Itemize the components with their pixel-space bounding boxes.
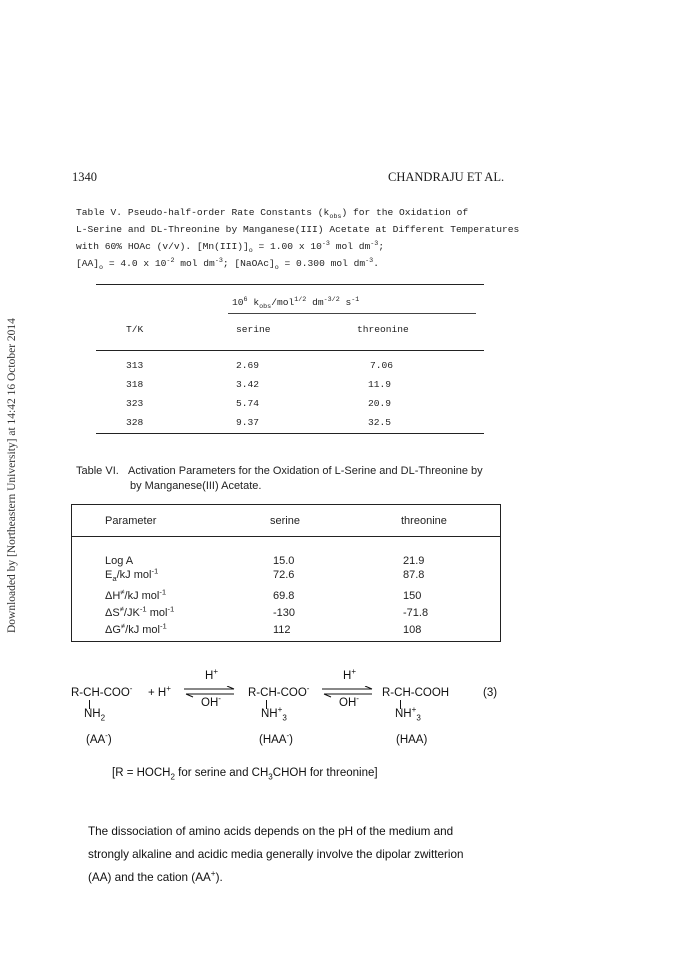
table6-cell-param: ΔH≠/kJ mol$^{-1}$ xyxy=(105,587,167,602)
amino-group-2: $NH^+_3$ xyxy=(261,705,287,723)
table5-cell-serine: 2.69 xyxy=(236,360,260,371)
table5-bottom-rule xyxy=(96,433,484,434)
table6-header-rule xyxy=(72,536,500,537)
table5-span-rule xyxy=(228,313,476,314)
species-aa: R-CH-COO- xyxy=(71,684,133,699)
equation-number: (3) xyxy=(483,687,498,699)
body-paragraph: The dissociation of amino acids depends on the pH of the medium and strongly alkaline and acidic media generally involve the dipolar zwitterion (AA) and the cation (AA+). xyxy=(88,825,464,884)
table5-cell-temp: 323 xyxy=(126,398,144,409)
label-haa-minus: (HAA-) xyxy=(259,731,294,746)
table6-cell-param: $\Delta S^\ne/JK^{-1}$ mol$^{-1}$ xyxy=(105,604,175,619)
species-haa-minus: R-CH-COO- xyxy=(248,684,310,699)
amino-group-1: $NH_2$ xyxy=(84,708,106,723)
label-haa: (HAA) xyxy=(396,734,428,746)
species-haa: R-CH-COOH xyxy=(382,687,450,699)
table6-cell-param: Log A xyxy=(105,555,134,567)
proton-plus: + H+ xyxy=(148,684,171,699)
table5-top-rule xyxy=(96,284,484,285)
table6-col-threonine: threonine xyxy=(401,515,447,527)
table5-cell-threonine: 7.06 xyxy=(370,360,394,371)
table5-cell-serine: 3.42 xyxy=(236,379,260,390)
table6-box xyxy=(71,504,501,642)
table6-cell-threonine: -71.8 xyxy=(403,607,429,619)
amino-group-3: $NH^+_3$ xyxy=(395,705,421,723)
table5-cell-serine: 9.37 xyxy=(236,417,260,428)
table5-cell-temp: 313 xyxy=(126,360,144,371)
table5-header-rule xyxy=(96,350,484,351)
table6-cell-serine: 69.8 xyxy=(273,590,295,602)
table5-col-threonine: threonine xyxy=(357,324,409,335)
download-watermark: Downloaded by [Northeastern University] at 14:42 16 October 2014 xyxy=(6,318,18,633)
table5-cell-threonine: 20.9 xyxy=(368,398,392,409)
table5-cell-threonine: 32.5 xyxy=(368,417,392,428)
table5-cell-temp: 318 xyxy=(126,379,144,390)
running-title: CHANDRAJU ET AL. xyxy=(388,170,505,184)
arrow2-top-label: H+ xyxy=(343,667,357,682)
table6-col-serine: serine xyxy=(270,515,300,527)
table6-cell-serine: 15.0 xyxy=(273,555,295,567)
table6-cell-serine: 112 xyxy=(273,624,291,636)
table6-cell-param: $E_a/kJ$ mol$^{-1}$ xyxy=(105,566,159,584)
arrow1-bottom-label: OH- xyxy=(201,694,221,709)
table6-col-parameter: Parameter xyxy=(105,515,157,527)
table5-unit-header: $10^6$ $k_{obs}/mol^{1/2}$ $dm^{-3/2}$ $s^{-1}$ xyxy=(232,295,360,311)
table5-cell-serine: 5.74 xyxy=(236,398,260,409)
table5-caption: Table V. Pseudo-half-order Rate Constants $(k_{obs})$ for the Oxidation of L-Serine and DL-Threonine by Manganese(III) Acetate at Different Temperatures with 60% HOAc (v/v). $[Mn(III)]_o = 1.00$ x $10^{-3}$ mol $dm^{-3}$; $[AA]_o = 4.0$ x $10^{-2}$ mol $dm^{-3}$; $[NaOAc]_o = 0.300$ mol $dm^{-3}$. xyxy=(76,207,520,272)
r-group-note: [$R = HOCH_2$ for serine and $CH_3CHOH$ for threonine] xyxy=(112,767,378,782)
arrow1-top-label: H+ xyxy=(205,667,219,682)
table6-cell-threonine: 108 xyxy=(403,624,422,636)
label-aa: (AA-) xyxy=(86,731,112,746)
table6-cell-serine: 72.6 xyxy=(273,569,295,581)
table5-col-serine: serine xyxy=(236,324,271,335)
arrow2-bottom-label: OH- xyxy=(339,694,359,709)
table5-cell-temp: 328 xyxy=(126,417,144,428)
table6-cell-param: ΔG≠/kJ mol$^{-1}$ xyxy=(105,621,167,636)
table6-caption: Table VI. Activation Parameters for the Oxidation of L-Serine and DL-Threonine by by Manganese(III) Acetate. xyxy=(76,465,483,492)
table6-cell-threonine: 21.9 xyxy=(403,555,425,567)
table5-col-temp: T/K xyxy=(126,324,144,335)
table6-cell-threonine: 87.8 xyxy=(403,569,425,581)
table6-cell-threonine: 150 xyxy=(403,590,422,602)
table5-cell-threonine: 11.9 xyxy=(368,379,392,390)
page-number: 1340 xyxy=(72,170,97,184)
table6-cell-serine: -130 xyxy=(273,607,296,619)
